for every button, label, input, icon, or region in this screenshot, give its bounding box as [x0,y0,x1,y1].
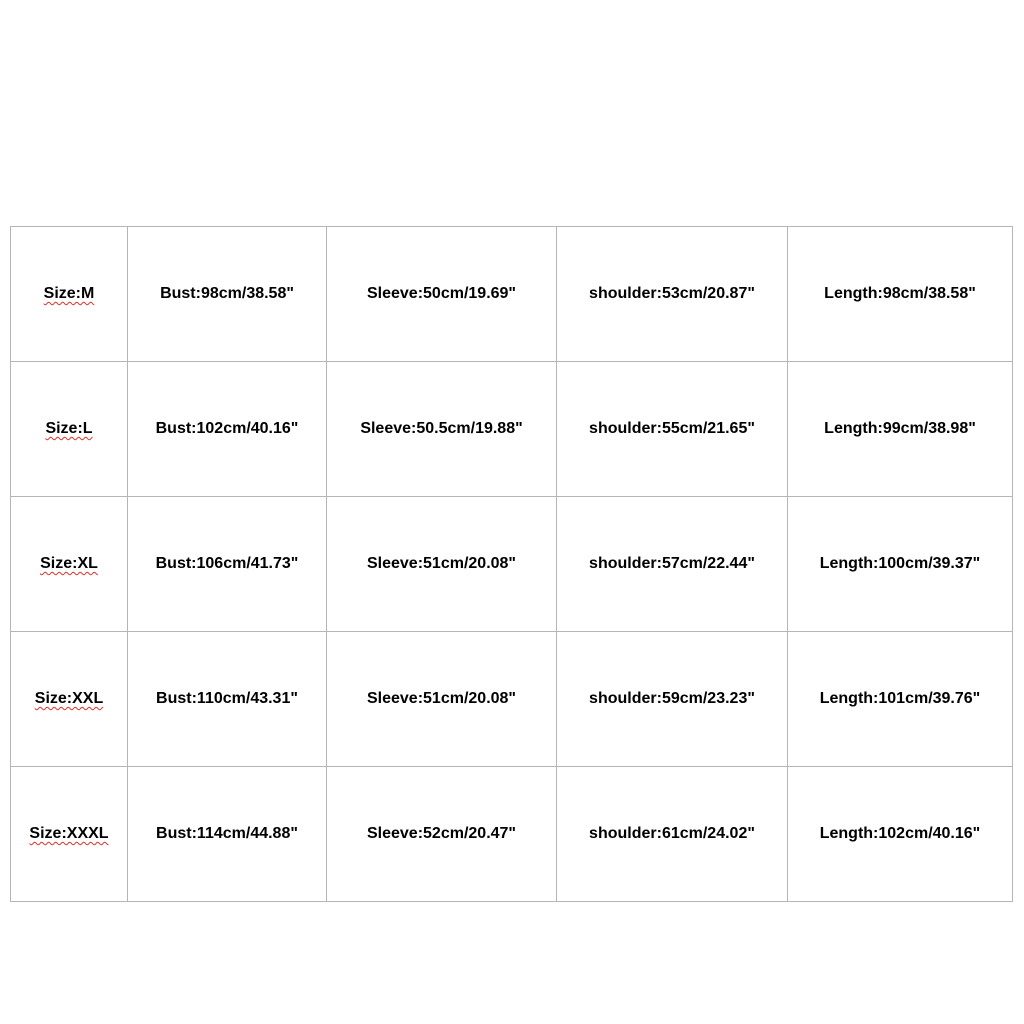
bust-cell: Bust:106cm/41.73" [128,497,327,632]
size-cell [11,632,128,767]
length-cell: Length:101cm/39.76" [788,632,1013,767]
size-cell [11,227,128,362]
bust-cell: Bust:114cm/44.88" [128,767,327,902]
shoulder-cell: shoulder:59cm/23.23" [557,632,788,767]
table-row [11,227,1013,362]
shoulder-cell: shoulder:57cm/22.44" [557,497,788,632]
shoulder-cell: shoulder:53cm/20.87" [557,227,788,362]
length-cell: Length:100cm/39.37" [788,497,1013,632]
size-label: Size:XL [40,555,98,572]
size-cell [11,497,128,632]
table-row [11,767,1013,902]
size-label: Size:M [43,285,95,302]
length-cell: Length:99cm/38.98" [788,362,1013,497]
table-row [11,497,1013,632]
table-row [11,632,1013,767]
size-label: Size:L [45,420,93,437]
size-label: Size:XXXL [29,825,109,842]
shoulder-cell: shoulder:61cm/24.02" [557,767,788,902]
size-cell [11,362,128,497]
sleeve-cell: Sleeve:51cm/20.08" [327,632,557,767]
length-cell: Length:102cm/40.16" [788,767,1013,902]
size-cell [11,767,128,902]
sleeve-cell: Sleeve:51cm/20.08" [327,497,557,632]
table-row [11,362,1013,497]
sleeve-cell: Sleeve:52cm/20.47" [327,767,557,902]
length-cell: Length:98cm/38.58" [788,227,1013,362]
bust-cell: Bust:102cm/40.16" [128,362,327,497]
bust-cell: Bust:98cm/38.58" [128,227,327,362]
sleeve-cell: Sleeve:50.5cm/19.88" [327,362,557,497]
sleeve-cell: Sleeve:50cm/19.69" [327,227,557,362]
size-chart-table [10,226,1013,902]
size-label: Size:XXL [34,690,104,707]
bust-cell: Bust:110cm/43.31" [128,632,327,767]
shoulder-cell: shoulder:55cm/21.65" [557,362,788,497]
